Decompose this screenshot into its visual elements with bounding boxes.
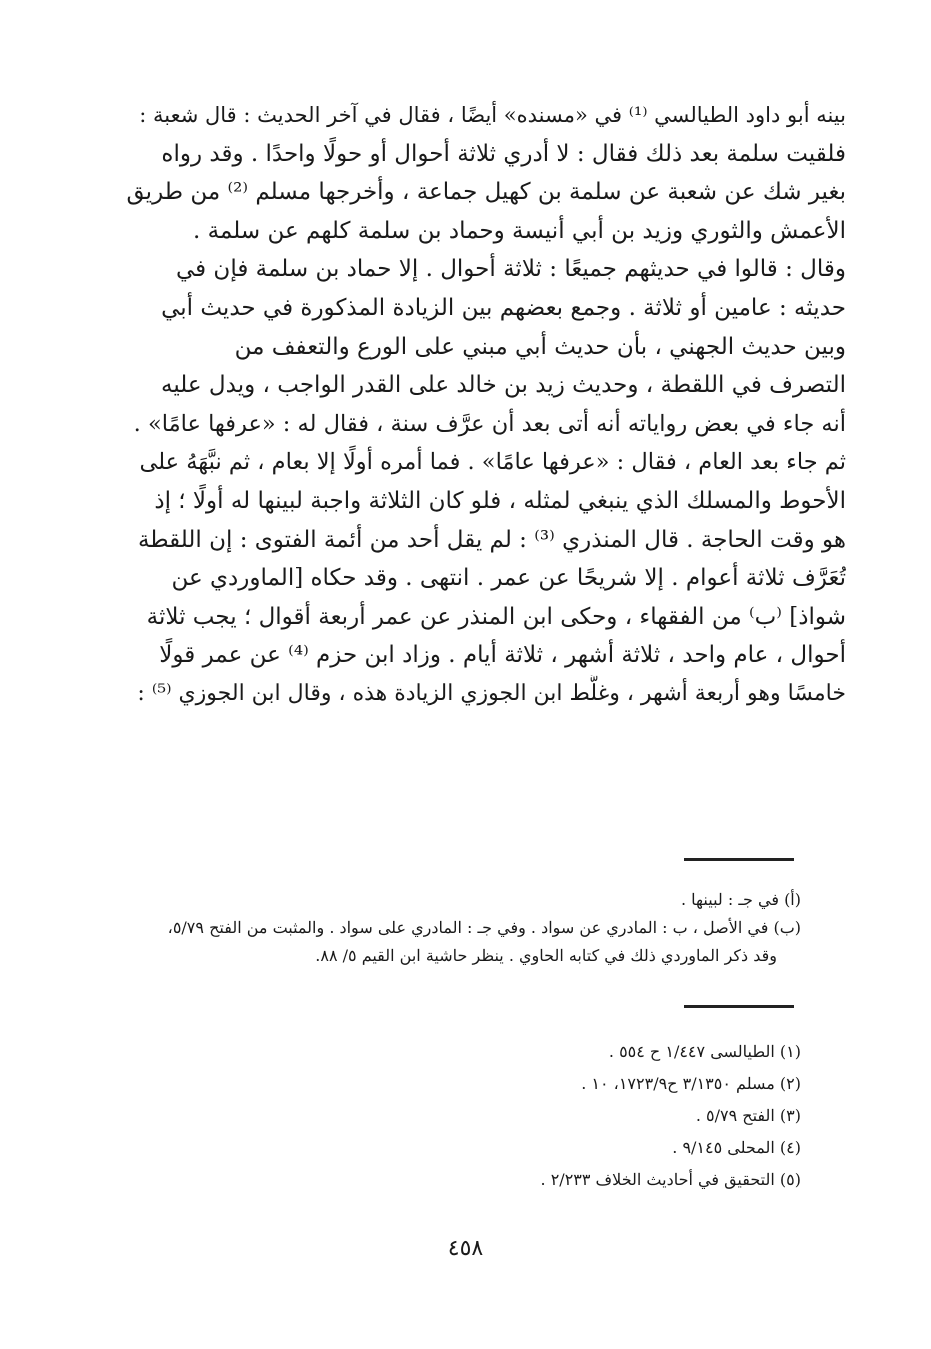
footnote-a: (أ) في جـ : لبينها . xyxy=(680,890,801,909)
text-line: هو وقت الحاجة . قال المنذري ⁽³⁾ : لم يقل أحد من أئمة الفتوى : إن اللقطة xyxy=(137,526,846,553)
text-line: التصرف في اللقطة ، وحديث زيد بن خالد على القدر الواجب ، ويدل عليه xyxy=(161,372,846,399)
footnote-2: (٢) مسلم ٣/١٣٥٠ ح١٧٢٣/٩، ١٠ . xyxy=(581,1074,801,1093)
text-line: وبين حديث الجهني ، بأن حديث أبي مبني على الورع والتعفف من xyxy=(234,333,846,360)
footnote-5: (٥) التحقيق في أحاديث الخلاف ٢/٢٣٣ . xyxy=(540,1170,801,1189)
text-line: بغير شك عن شعبة عن سلمة بن كهيل جماعة ، وأخرجها مسلم ⁽²⁾ من طريق xyxy=(126,179,846,206)
text-line: أنه جاء في بعض رواياته أنه أتى بعد أن عرَّف سنة ، فقال له : «عرفها عامًا» . xyxy=(133,410,846,437)
text-line: أحوال ، عام واحد ، ثلاثة أشهر ، ثلاثة أيام . وزاد ابن حزم ⁽⁴⁾ عن عمر قولًا xyxy=(159,642,846,669)
source-footnotes xyxy=(101,1036,801,1196)
footnote-4: (٤) المحلى ٩/١٤٥ . xyxy=(672,1138,801,1157)
text-line: الأحوط والمسلك الذي ينبغي لمثله ، فلو كان الثلاثة واجبة لبينها له أولًا ؛ إذ xyxy=(154,487,846,514)
footnote-divider xyxy=(684,858,794,861)
footnote-b: (ب) في الأصل ، ب : المادري عن سواد . وفي جـ : المادري على سواد . والمثبت من الفتح ٥/٧٩، xyxy=(167,918,801,937)
text-line: ثم جاء بعد العام ، فقال : «عرفها عامًا» . فما أمره أولًا إلا بعام ، ثم نبَّهَهُ على xyxy=(139,449,846,476)
text-line: حديثه : عامين أو ثلاثة . وجمع بعضهم بين الزيادة المذكورة في حديث أبي xyxy=(161,294,846,321)
text-line: وقال : قالوا في حديثهم جميعًا : ثلاثة أحوال . إلا حماد بن سلمة فإن في xyxy=(175,256,846,283)
footnote-1: (١) الطيالسى ١/٤٤٧ ح ٥٥٤ . xyxy=(608,1042,801,1061)
variant-footnotes xyxy=(101,886,801,970)
footnote-divider xyxy=(684,1005,794,1008)
main-text-body xyxy=(126,96,846,714)
text-line: خامسًا وهو أربعة أشهر ، وغلَّط ابن الجوزي الزيادة هذه ، وقال ابن الجوزي ⁽⁵⁾ : xyxy=(137,680,846,706)
footnote-b-continuation: وقد ذكر الماوردي ذلك في كتابه الحاوي . ينظر حاشية ابن القيم ٥/ ٨٨. xyxy=(315,946,777,965)
footnote-3: (٣) الفتح ٥/٧٩ . xyxy=(695,1106,801,1125)
text-line: تُعَرَّف ثلاثة أعوام . إلا شريحًا عن عمر . انتهى . وقد حكاه [الماوردي عن xyxy=(171,565,846,592)
text-line: الأعمش والثوري وزيد بن أبي أنيسة وحماد بن سلمة كلهم عن سلمة . xyxy=(193,217,846,244)
text-line: بينه أبو داود الطيالسي ⁽¹⁾ في «مسنده» أيضًا ، فقال في آخر الحديث : قال شعبة : xyxy=(139,103,846,127)
text-line: فلقيت سلمة بعد ذلك فقال : لا أدري ثلاثة أحوال أو حولًا واحدًا . وقد رواه xyxy=(161,140,846,167)
page-number: ٤٥٨ xyxy=(447,1236,484,1261)
text-line: شواذ] ⁽ب⁾ من الفقهاء ، وحكى ابن المنذر عن عمر أربعة أقوال ؛ يجب ثلاثة xyxy=(146,603,846,630)
